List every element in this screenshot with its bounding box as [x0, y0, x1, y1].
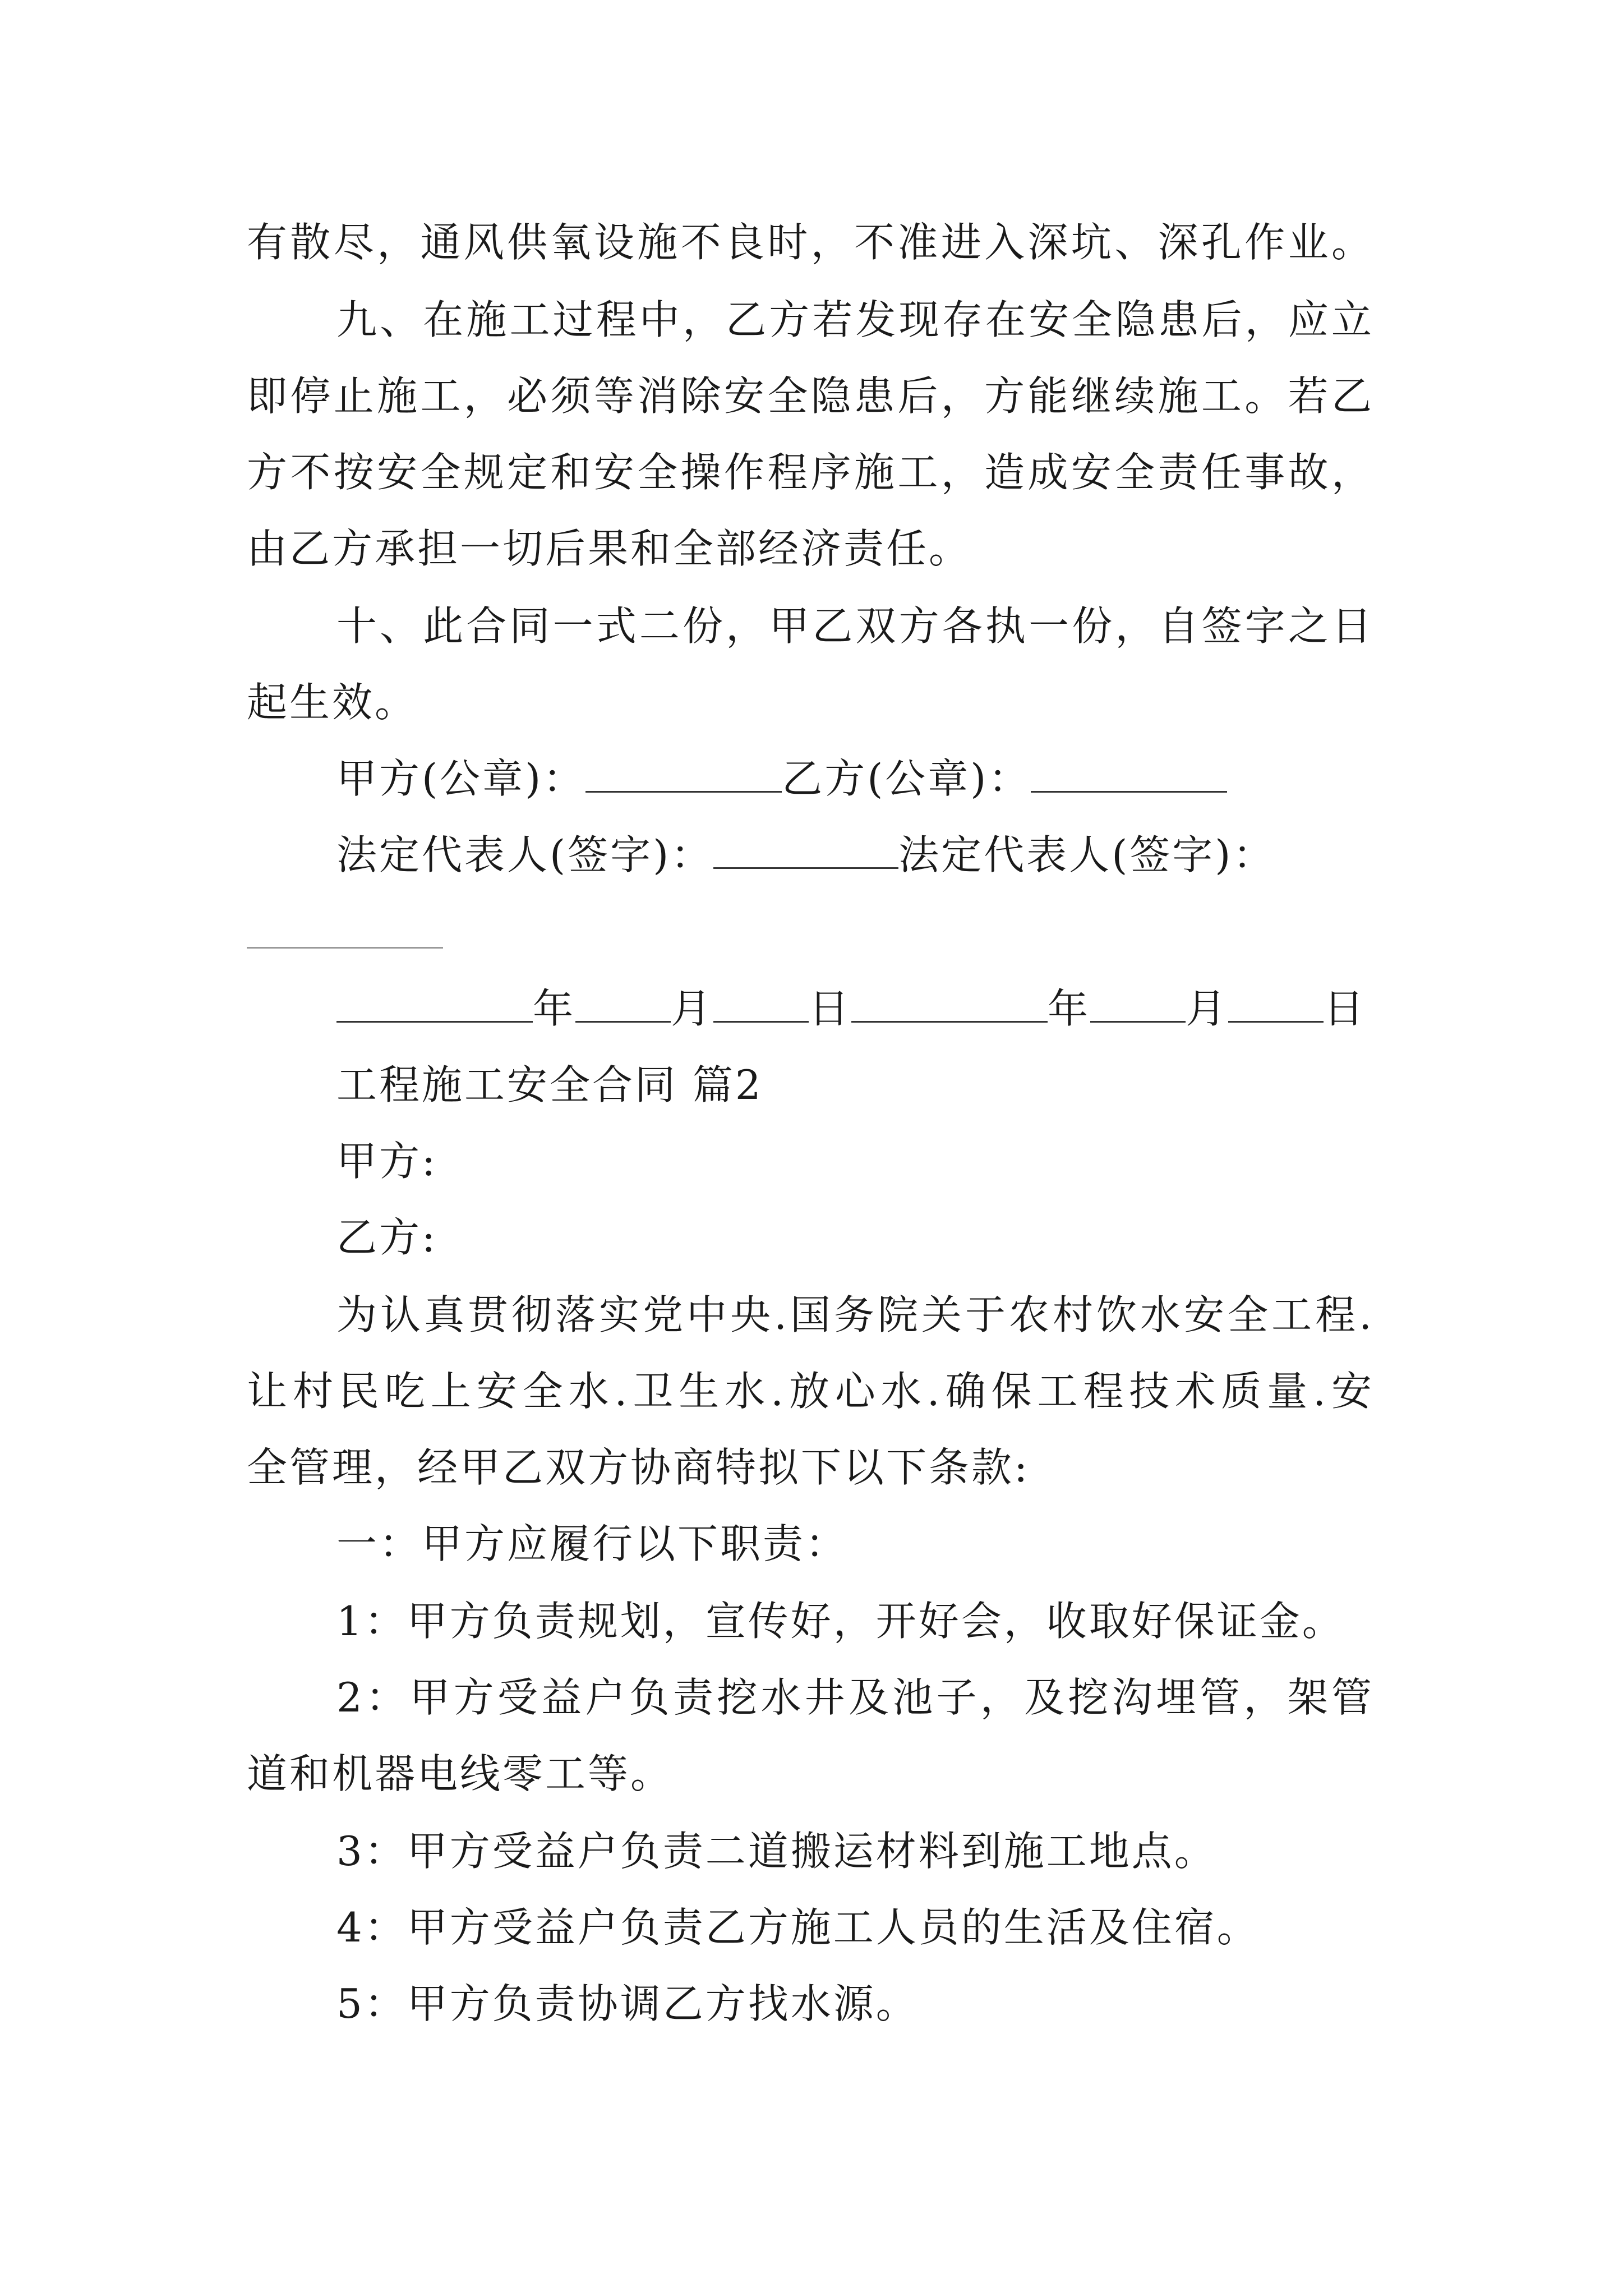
list-item: 1：甲方负责规划，宣传好，开好会，收取好保证金。: [336, 1598, 1345, 1645]
year-b-blank: [851, 987, 1048, 1023]
paragraph-line: 即停止施工，必须等消除安全隐患后，方能继续施工。若乙: [247, 372, 1374, 420]
legal-rep-a-blank: [713, 834, 898, 869]
paragraph-line: 有散尽，通风供氧设施不良时，不准进入深坑、深孔作业。: [247, 219, 1374, 266]
paragraph-line: 方不按安全规定和安全操作程序施工，造成安全责任事故，: [247, 449, 1374, 496]
year-a-label: 年: [533, 985, 576, 1032]
month-a-blank: [575, 987, 671, 1023]
list-item: 2：甲方受益户负责挖水井及池子，及挖沟埋管，架管: [336, 1674, 1374, 1721]
party-b-line: 乙方:: [336, 1214, 438, 1261]
seal-row: [336, 751, 1227, 807]
party-a-line: 甲方:: [336, 1138, 438, 1185]
month-a-label: 月: [671, 985, 714, 1032]
year-a-blank: [336, 987, 533, 1023]
party-b-seal-label: 乙方(公章)：: [782, 755, 1031, 802]
paragraph-line: 十、此合同一式二份，甲乙双方各执一份，自签字之日: [336, 602, 1374, 650]
paragraph-line: 让村民吃上安全水.卫生水.放心水.确保工程技术质量.安: [247, 1368, 1374, 1415]
day-a-label: 日: [809, 985, 852, 1032]
paragraph-line: 起生效。: [247, 679, 418, 726]
list-item: 5：甲方负责协调乙方找水源。: [336, 1980, 919, 2027]
year-b-label: 年: [1048, 985, 1091, 1032]
month-b-blank: [1090, 987, 1186, 1023]
party-a-seal-label: 甲方(公章)：: [336, 755, 586, 802]
section-title: 工程施工安全合同 篇2: [336, 1061, 763, 1108]
day-b-label: 日: [1324, 985, 1367, 1032]
list-item: 3：甲方受益户负责二道搬运材料到施工地点。: [336, 1828, 1217, 1875]
list-item: 4：甲方受益户负责乙方施工人员的生活及住宿。: [336, 1904, 1260, 1951]
paragraph-line: 由乙方承担一切后果和全部经济责任。: [247, 525, 972, 572]
duties-heading: 一：甲方应履行以下职责：: [336, 1520, 849, 1567]
legal-rep-b-label: 法定代表人(签字)：: [898, 831, 1276, 878]
legal-rep-row: [336, 827, 1275, 883]
paragraph-line: 九、在施工过程中，乙方若发现存在安全隐患后，应立: [336, 296, 1374, 343]
month-b-label: 月: [1186, 985, 1229, 1032]
party-a-seal-blank: [585, 757, 782, 793]
party-b-seal-blank: [1031, 757, 1227, 793]
paragraph-line: 为认真贯彻落实党中央.国务院关于农村饮水安全工程.: [336, 1291, 1374, 1338]
date-row: [336, 981, 1366, 1037]
paragraph-line: 全管理，经甲乙双方协商特拟下以下条款:: [247, 1444, 1030, 1491]
day-b-blank: [1228, 987, 1324, 1023]
list-item-continuation: 道和机器电线零工等。: [247, 1750, 674, 1797]
legal-rep-b-blank: [247, 947, 443, 949]
legal-rep-a-label: 法定代表人(签字)：: [336, 831, 714, 878]
day-a-blank: [713, 987, 809, 1023]
